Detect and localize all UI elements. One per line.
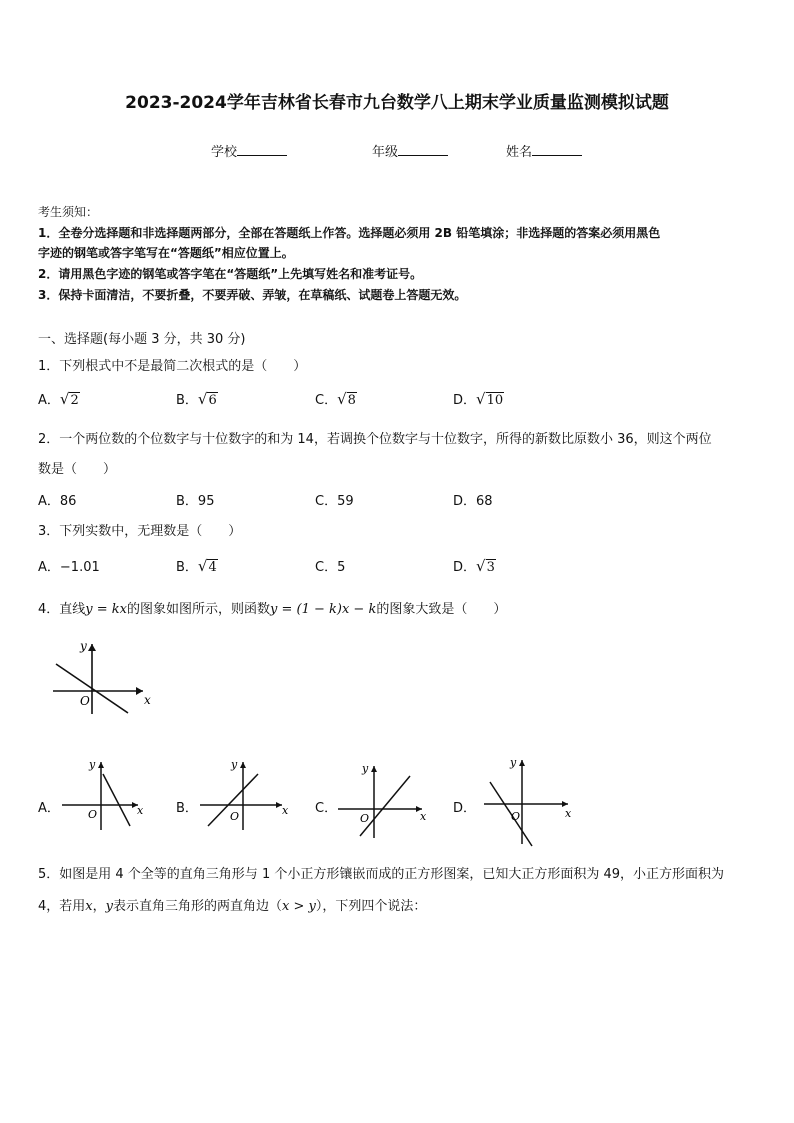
svg-text:O: O (511, 810, 521, 823)
q4-option-c-graph (334, 756, 429, 841)
q2-option-d: D．68 (453, 494, 493, 509)
grade-label: 年级 (372, 145, 399, 160)
q1-option-b: B．√6 (176, 390, 217, 408)
grade-blank (398, 143, 448, 156)
notice-line-3: 3．保持卡面清洁，不要折叠，不要弄破、弄皱，在草稿纸、试题卷上答题无效。 (38, 288, 467, 302)
q4-option-a-label: A． (38, 801, 60, 816)
q4-stem: 4．直线y = kx的图象如图所示，则函数y = (1 − k)x − k的图象大致是（ ） (38, 602, 507, 617)
q4-option-a-graph (58, 756, 148, 831)
grade-field (372, 141, 448, 160)
svg-text:O: O (88, 808, 98, 821)
school-field (211, 141, 287, 160)
q2-option-b: B．95 (176, 494, 215, 509)
q4-reference-graph (48, 636, 158, 716)
notice-line-2: 2．请用黑色字迹的钢笔或答字笔在“答题纸”上先填写姓名和准考证号。 (38, 267, 423, 281)
q1-option-a: A．√2 (38, 390, 79, 408)
sqrt-symbol: √3 (476, 557, 495, 575)
q3-option-c: C．5 (315, 560, 346, 575)
origin-label: O (80, 694, 90, 708)
q5-stem-line1: 5．如图是用 4 个全等的直角三角形与 1 个小正方形镶嵌而成的正方形图案，已知大正方形面积为 49，小正方形面积为 (38, 867, 725, 882)
name-blank (532, 143, 582, 156)
q2-stem-line1: 2．一个两位数的个位数字与十位数字的和为 14，若调换个位数字与十位数字，所得的新数比原数小 36，则这个两位 (38, 432, 712, 447)
svg-text:O: O (360, 812, 370, 825)
notice-heading: 考生须知： (38, 205, 99, 219)
svg-text:x: x (420, 810, 427, 823)
q3-option-a: A．−1.01 (38, 560, 100, 575)
svg-text:y: y (510, 756, 517, 769)
svg-text:y: y (362, 762, 369, 775)
q2-option-c: C．59 (315, 494, 354, 509)
school-label: 学校 (211, 145, 238, 160)
sqrt-symbol: √6 (197, 390, 217, 408)
svg-text:x: x (137, 804, 144, 817)
sqrt-symbol: √10 (476, 390, 504, 408)
school-blank (237, 143, 287, 156)
page-title: 2023-2024学年吉林省长春市九台数学八上期末学业质量监测模拟试题 (125, 93, 669, 113)
q4-option-b-label: B． (176, 801, 198, 816)
q5-condition: x > y (282, 899, 316, 914)
q1-stem: 1．下列根式中不是最简二次根式的是（ ） (38, 359, 307, 374)
q3-stem: 3．下列实数中，无理数是（ ） (38, 524, 242, 539)
svg-text:y: y (231, 758, 238, 771)
name-field (506, 141, 582, 160)
q4-option-d-graph (480, 754, 575, 849)
svg-text:y: y (89, 758, 96, 771)
q4-equation-1: y = kx (85, 602, 127, 617)
section-heading: 一、选择题(每小题 3 分，共 30 分) (38, 332, 246, 347)
q4-option-d-label: D． (453, 801, 477, 816)
sqrt-symbol: √2 (59, 390, 79, 408)
q2-stem-line2: 数是（ ） (38, 462, 117, 477)
svg-text:O: O (230, 810, 240, 823)
svg-text:x: x (565, 807, 572, 820)
q4-equation-2: y = (1 − k)x − k (270, 602, 377, 617)
svg-text:x: x (282, 804, 289, 817)
q3-option-b: B．√4 (176, 557, 217, 575)
notice-line-1b: 字迹的钢笔或答字笔写在“答题纸”相应位置上。 (38, 246, 294, 260)
name-label: 姓名 (506, 145, 533, 160)
x-axis-label: x (144, 693, 151, 707)
y-axis-label: y (80, 639, 87, 653)
q4-option-c-label: C． (315, 801, 338, 816)
q3-option-d: D．√3 (453, 557, 495, 575)
q4-option-b-graph (196, 756, 291, 831)
q2-option-a: A．86 (38, 494, 77, 509)
sqrt-symbol: √8 (337, 390, 356, 408)
q1-option-c: C．√8 (315, 390, 356, 408)
q1-option-d: D．√10 (453, 390, 504, 408)
q5-stem-line2: 4，若用x，y表示直角三角形的两直角边（x > y），下列四个说法： (38, 899, 427, 914)
notice-line-1a: 1．全卷分选择题和非选择题两部分，全部在答题纸上作答。选择题必须用 2B 铅笔填涂；非选择题的答案必须用黑色 (38, 226, 661, 240)
sqrt-symbol: √4 (197, 557, 217, 575)
